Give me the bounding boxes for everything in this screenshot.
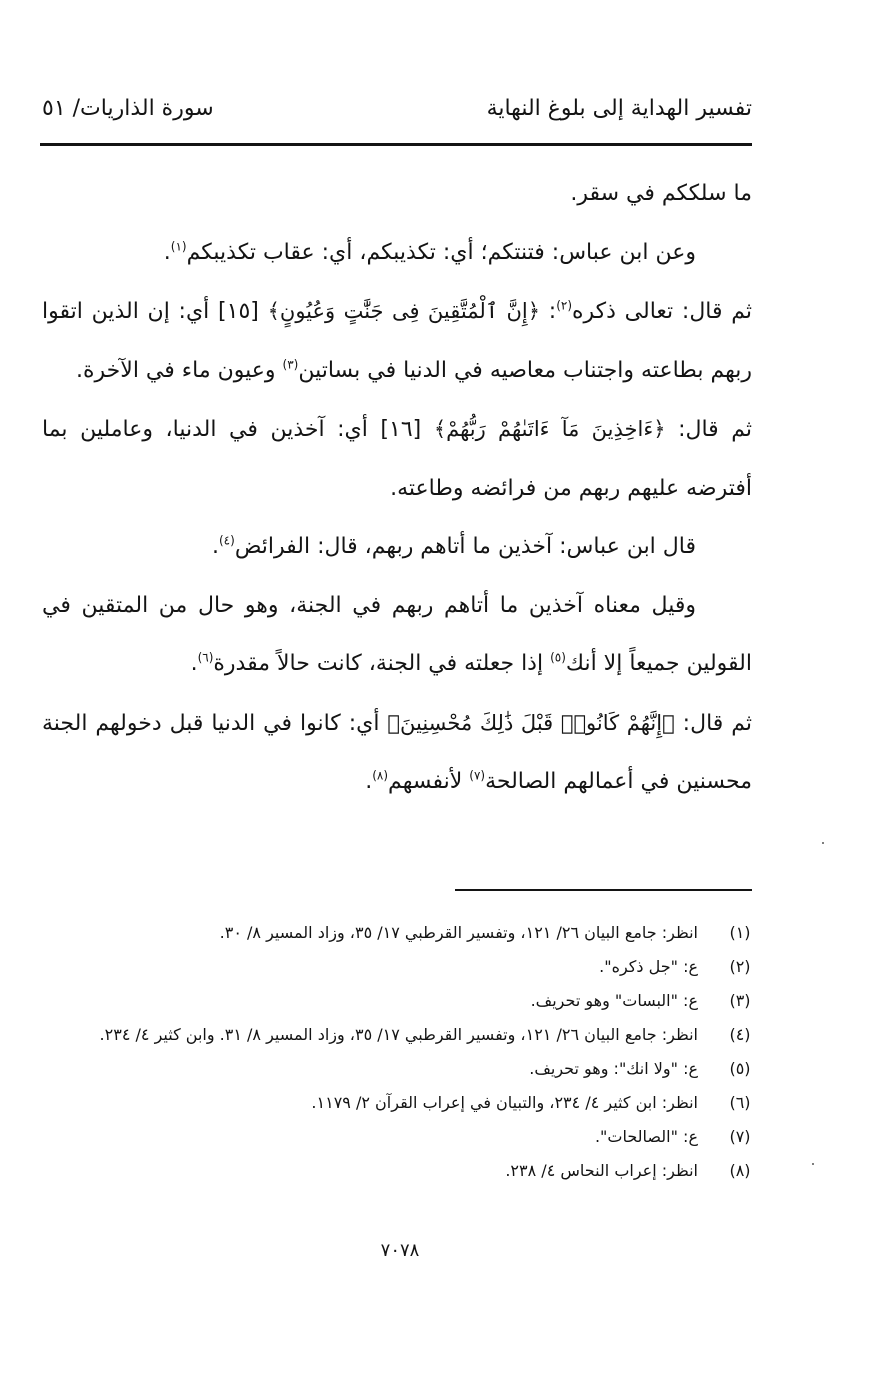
footnote-item [42, 1018, 760, 1052]
paragraph-7-text: ثم قال: [674, 710, 753, 736]
footnote-text: انظر: إعراب النحاس ٤/ ٢٣٨. [505, 1161, 698, 1180]
paragraph-5-text: قال ابن عباس: آخذين ما أتاهم ربهم، قال: الفرائض [234, 534, 696, 559]
footnote-item [42, 984, 760, 1018]
footnote-text: ع: "جل ذكره". [599, 957, 698, 976]
footnote-number: (٤) [729, 1025, 751, 1044]
footnote-text: انظر: ابن كثير ٤/ ٢٣٤، والتبيان في إعراب القرآن ٢/ ١١٧٩. [311, 1093, 698, 1112]
paragraph-6-end: . [190, 651, 198, 676]
footnote-ref-7[interactable]: (٧) [469, 768, 486, 783]
footnote-text: انظر: جامع البيان ٢٦/ ١٢١، وتفسير القرطبي ١٧/ ٣٥، وزاد المسير ٨/ ٣١. وابن كثير ٤/ ٢٣٤. [99, 1025, 698, 1044]
paragraph-4-commentary: [١٦] أي: آخذين في الدنيا، وعاملين بما أفترضه عليهم ربهم من فرائضه وطاعته. [42, 417, 752, 501]
paragraph-1-text: ما سلككم في سقر. [570, 181, 752, 206]
footnote-number: (٣) [729, 991, 751, 1010]
main-text [42, 165, 752, 812]
paragraph-4-text: ثم قال: [665, 417, 753, 442]
paragraph-7-end: . [365, 769, 373, 794]
paragraph-2 [42, 224, 752, 283]
paragraph-2-end: . [163, 239, 171, 265]
paragraph-4 [42, 400, 752, 518]
paragraph-3-commentary: [١٥] أي: إن الذين اتقوا ربهم بطاعته واجتناب معاصيه في الدنيا في بساتين [42, 299, 752, 383]
paragraph-1 [42, 165, 752, 224]
footnote-item [42, 1086, 760, 1120]
footnote-ref-1[interactable]: (١) [170, 239, 187, 254]
paragraph-7 [42, 694, 752, 812]
footnote-ref-5[interactable]: (٥) [550, 650, 566, 665]
footnote-text: ع: "البسات" وهو تحريف. [530, 991, 698, 1010]
footnote-item [42, 1052, 760, 1086]
footnote-ref-8[interactable]: (٨) [372, 768, 389, 783]
quran-verse-17: ﴿إِنَّهُمْ كَانُوا۟ قَبْلَ ذَٰلِكَ مُحْسِنِينَ﴾ [387, 710, 675, 735]
paragraph-6-middle: إذا جعلته في الجنة، كانت حالاً مقدرة [213, 651, 551, 676]
footnote-divider [455, 889, 752, 891]
footnote-number: (٥) [729, 1059, 751, 1078]
footnote-text: ع: "الصالحات". [594, 1127, 698, 1146]
paragraph-3-colon: : [540, 299, 557, 324]
paragraph-3-end: وعيون ماء في الآخرة. [76, 357, 283, 383]
paragraph-3 [42, 282, 752, 400]
footnotes-list [42, 916, 760, 1188]
scan-speck [822, 842, 824, 844]
footnote-ref-4[interactable]: (٤) [218, 533, 235, 548]
footnote-ref-3[interactable]: (٣) [282, 357, 299, 372]
book-title: تفسير الهداية إلى بلوغ النهاية [486, 96, 752, 121]
paragraph-6-text: وقيل معناه آخذين ما أتاهم ربهم في الجنة، وهو حال من المتقين في القولين جميعاً إلا أنك [42, 592, 752, 676]
footnote-text: انظر: جامع البيان ٢٦/ ١٢١، وتفسير القرطبي ١٧/ ٣٥، وزاد المسير ٨/ ٣٠. [219, 923, 698, 942]
paragraph-6 [42, 577, 752, 694]
paragraph-2-text: وعن ابن عباس: فتنتكم؛ أي: تكذيبكم، أي: عقاب تكذيبكم [186, 239, 696, 265]
paragraph-7-middle: لأنفسهم [388, 769, 470, 794]
quran-verse-16: ﴿ءَاخِذِينَ مَآ ءَاتَىٰهُمْ رَبُّهُمْ﴾ [433, 417, 666, 441]
footnote-number: (٨) [729, 1161, 751, 1180]
quran-verse-15: ﴿إِنَّ ٱلْمُتَّقِينَ فِى جَنَّٰتٍ وَعُيُونٍ﴾ [267, 299, 541, 323]
footnote-number: (١) [729, 923, 751, 942]
footnote-item [42, 1154, 760, 1188]
footnote-text: ع: "ولا انك": وهو تحريف. [529, 1059, 698, 1078]
paragraph-5 [42, 518, 752, 577]
paragraph-3-text: ثم قال: تعالى ذكره [572, 299, 753, 324]
footnote-item [42, 916, 760, 950]
paragraph-7-commentary: أي: كانوا في الدنيا قبل دخولهم الجنة محسنين في أعمالهم الصالحة [42, 710, 752, 794]
scan-speck [812, 1163, 814, 1165]
footnote-ref-6[interactable]: (٦) [197, 650, 214, 665]
header-divider [40, 143, 752, 146]
surah-label: سورة الذاريات/ ٥١ [42, 96, 214, 121]
running-header [42, 96, 752, 136]
footnote-number: (٢) [729, 957, 751, 976]
page-number: ٧٠٧٨ [380, 1240, 420, 1261]
footnote-ref-2[interactable]: (٢) [556, 298, 573, 313]
footnote-number: (٦) [729, 1093, 751, 1112]
paragraph-5-end: . [211, 534, 219, 559]
footnote-item [42, 1120, 760, 1154]
footnote-item [42, 950, 760, 984]
footnote-number: (٧) [729, 1127, 751, 1146]
